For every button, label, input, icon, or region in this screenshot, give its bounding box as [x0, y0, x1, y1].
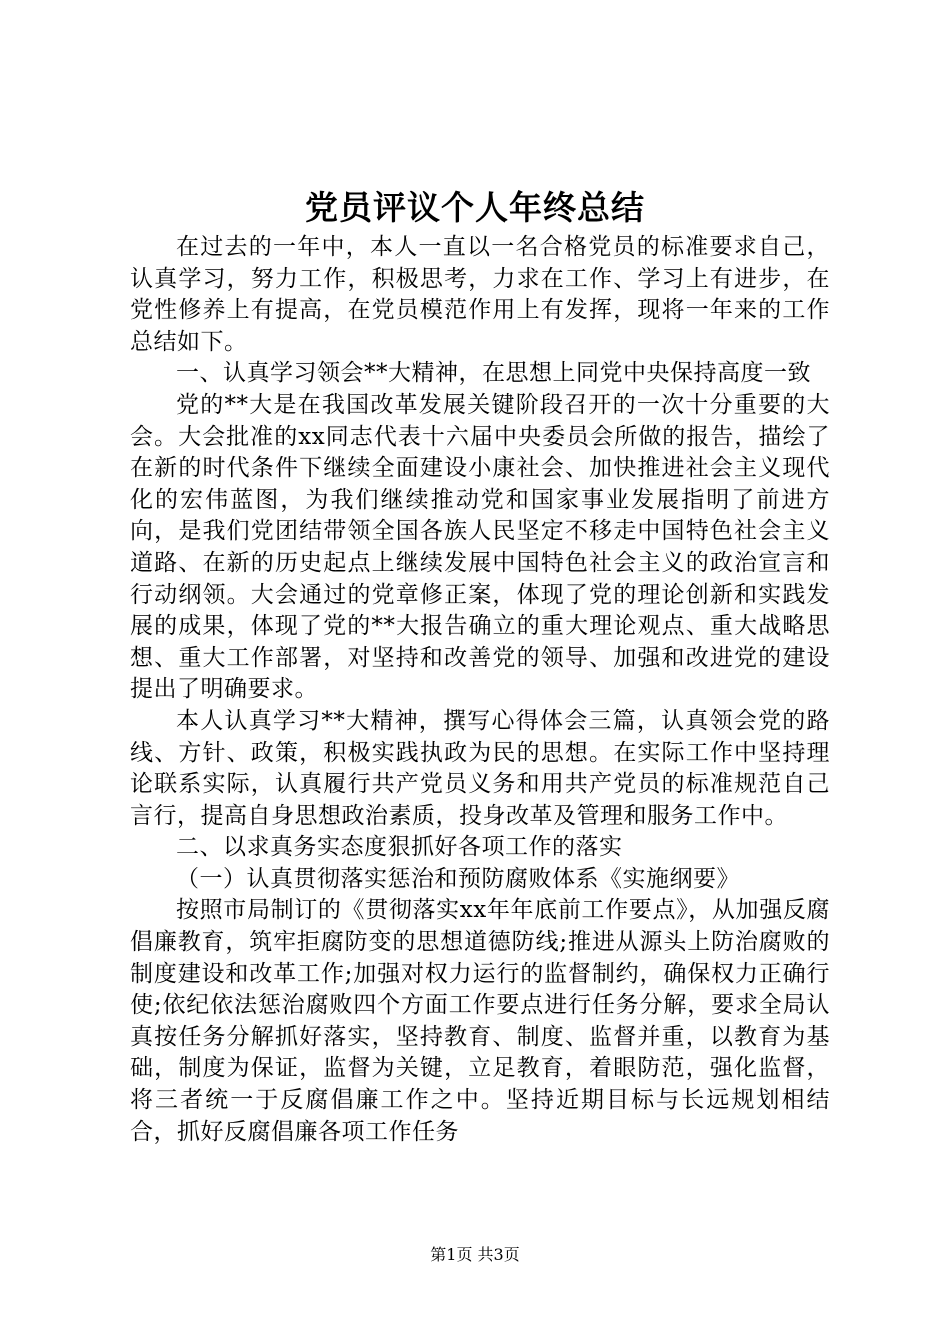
heading-section-one: 一、认真学习领会**大精神，在思想上同党中央保持高度一致 [176, 360, 811, 387]
page-number: 第1页 共3页 [430, 1245, 520, 1264]
paragraph-intro: 在过去的一年中，本人一直以一名合格党员的标准要求自己，认真学习，努力工作，积极思考，力求在工作、学习上有进步，在党性修养上有提高，在党员模范作用上有发挥，现将一年来的工作总结如下。 [130, 234, 830, 355]
paragraph-study: 本人认真学习**大精神，撰写心得体会三篇，认真领会党的路线、方针、政策，积极实践执政为民的思想。在实际工作中坚持理论联系实际，认真履行共产党员义务和用共产党员的标准规范自己言行，提高自身思想政治素质，投身改革及管理和服务工作中。 [130, 707, 830, 829]
subheading-one: （一）认真贯彻落实惩治和预防腐败体系《实施纲要》 [176, 865, 740, 892]
document-body [130, 232, 830, 1148]
heading-section-two: 二、以求真务实态度狠抓好各项工作的落实 [176, 834, 623, 861]
paragraph-anticorruption: 按照市局制订的《贯彻落实xx年年底前工作要点》，从加强反腐倡廉教育，筑牢拒腐防变的思想道德防线;推进从源头上防治腐败的制度建设和改革工作;加强对权力运行的监督制约，确保权力正确行使;依纪依法惩治腐败四个方面工作要点进行任务分解，要求全局认真按任务分解抓好落实，坚持教育、制度、监督并重，以教育为基础，制度为保证，监督为关键，立足教育，着眼防范，强化监督，将三者统一于反腐倡廉工作之中。坚持近期目标与长远规划相结合，抓好反腐倡廉各项工作任务 [130, 897, 830, 1145]
paragraph-congress: 党的**大是在我国改革发展关键阶段召开的一次十分重要的大会。大会批准的xx同志代表十六届中央委员会所做的报告，描绘了在新的时代条件下继续全面建设小康社会、加快推进社会主义现代化的宏伟蓝图，为我们继续推动党和国家事业发展指明了前进方向，是我们党团结带领全国各族人民坚定不移走中国特色社会主义道路、在新的历史起点上继续发展中国特色社会主义的政治宣言和行动纲领。大会通过的党章修正案，体现了党的理论创新和实践发展的成果，体现了党的**大报告确立的重大理论观点、重大战略思想、重大工作部署，对坚持和改善党的领导、加强和改进党的建设提出了明确要求。 [130, 391, 830, 703]
document-title: 党员评议个人年终总结 [305, 188, 645, 227]
